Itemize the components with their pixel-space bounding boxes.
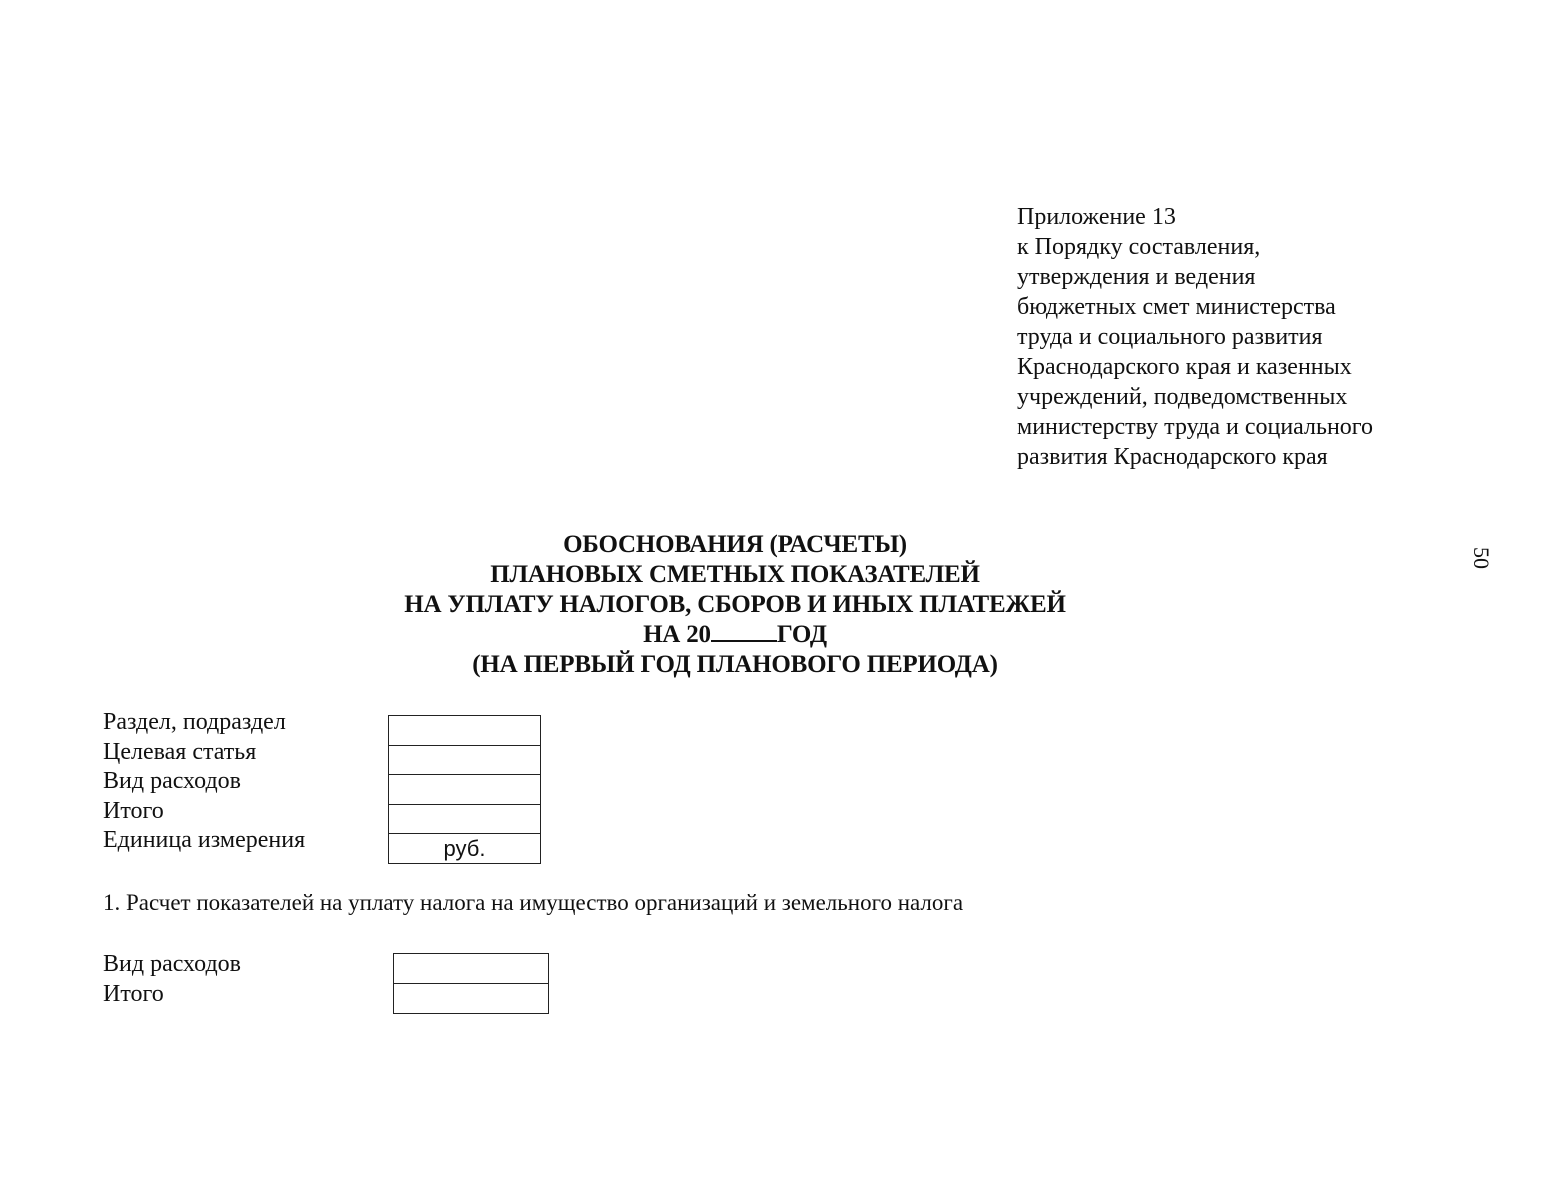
appendix-line: бюджетных смет министерства	[1017, 294, 1336, 320]
appendix-reference	[1017, 202, 1373, 472]
appendix-line: утверждения и ведения	[1017, 264, 1256, 290]
appendix-line: к Порядку составления,	[1017, 234, 1261, 260]
section-1-title: 1. Расчет показателей на уплату налога на имущество организаций и земельного налога	[103, 890, 964, 915]
title-line: ПЛАНОВЫХ СМЕТНЫХ ПОКАЗАТЕЛЕЙ	[490, 561, 980, 588]
header-form-box	[388, 715, 541, 864]
document-title	[380, 530, 1090, 680]
label-expense-type: Вид расходов	[103, 768, 241, 795]
title-line: (НА ПЕРВЫЙ ГОД ПЛАНОВОГО ПЕРИОДА)	[472, 651, 998, 678]
label-section: Раздел, подраздел	[103, 709, 286, 735]
appendix-line: труда и социального развития	[1017, 324, 1323, 350]
expense-type-field[interactable]	[389, 775, 540, 805]
label-target-article: Целевая статья	[103, 738, 257, 765]
section-1-total-field[interactable]	[394, 984, 548, 1013]
title-line: НА УПЛАТУ НАЛОГОВ, СБОРОВ И ИНЫХ ПЛАТЕЖЕЙ	[404, 591, 1066, 618]
target-article-field[interactable]	[389, 746, 540, 776]
year-prefix: НА 20	[643, 621, 711, 648]
section-1-box	[393, 953, 549, 1014]
appendix-line: развития Краснодарского края	[1017, 444, 1328, 470]
section-1-expense-type-field[interactable]	[394, 954, 548, 984]
header-form-labels	[103, 708, 305, 856]
appendix-line: министерству труда и социального	[1017, 414, 1374, 440]
unit-field[interactable]: руб.	[443, 836, 486, 861]
label-total: Итого	[103, 797, 164, 824]
label-expense-type: Вид расходов	[103, 951, 241, 977]
appendix-line: Приложение 13	[1017, 204, 1176, 230]
year-blank-field[interactable]	[711, 622, 777, 642]
title-line-year	[380, 620, 1090, 650]
title-line: ОБОСНОВАНИЯ (РАСЧЕТЫ)	[563, 531, 907, 558]
label-unit: Единица измерения	[103, 827, 306, 854]
total-field[interactable]	[389, 805, 540, 835]
appendix-line: учреждений, подведомственных	[1017, 384, 1348, 410]
section-1-labels	[103, 950, 241, 1009]
page-number: 50	[1469, 547, 1494, 569]
year-suffix: ГОД	[776, 621, 827, 648]
section-field[interactable]	[389, 716, 540, 746]
appendix-line: Краснодарского края и казенных	[1017, 354, 1352, 380]
label-total: Итого	[103, 980, 164, 1007]
